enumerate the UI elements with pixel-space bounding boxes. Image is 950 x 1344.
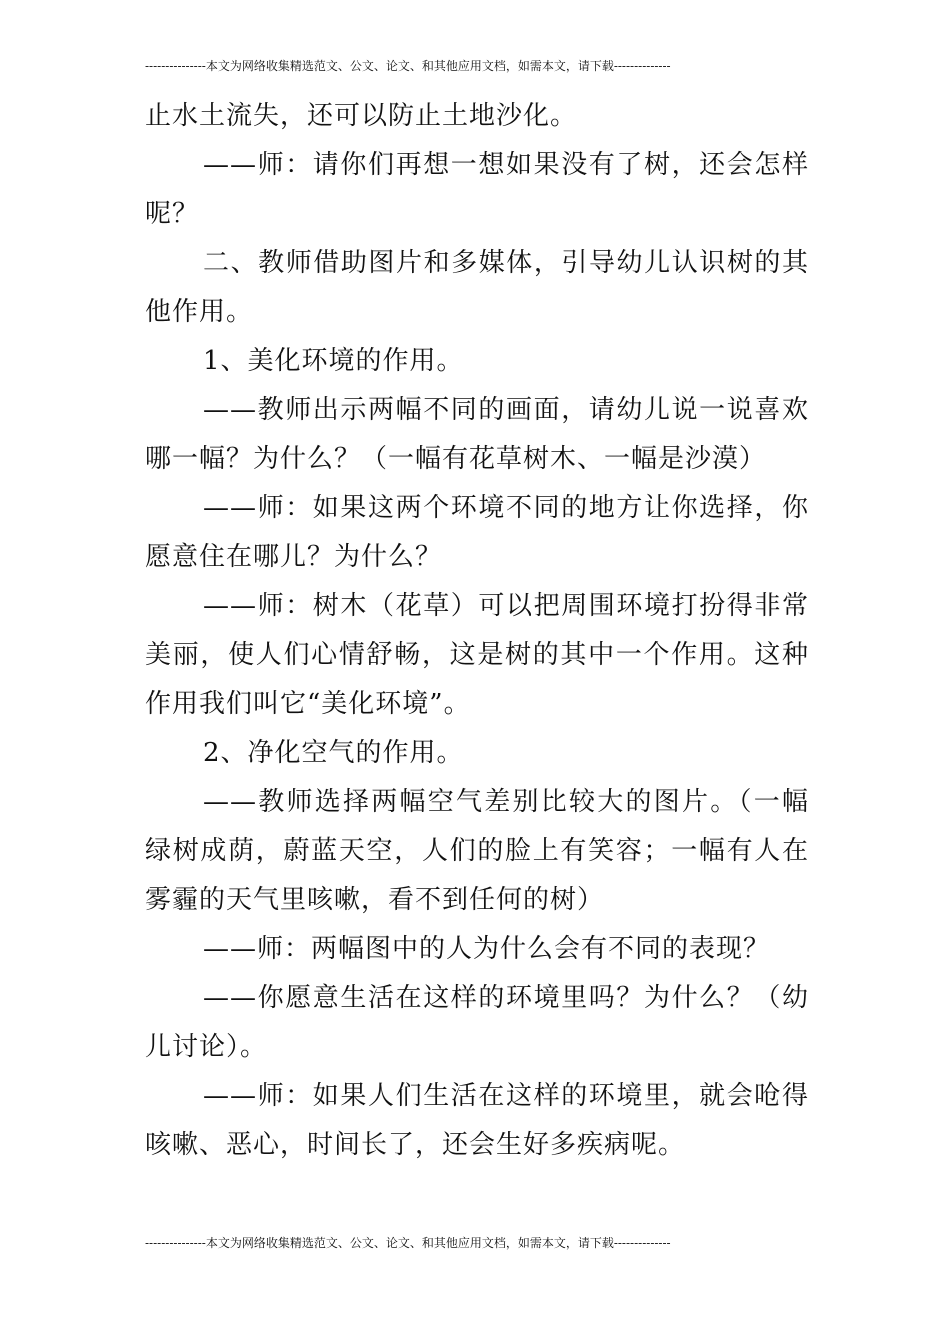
paragraph: ——教师出示两幅不同的画面，请幼儿说一说喜欢哪一幅？为什么？（一幅有花草树木、一幅是沙漠） (145, 395, 809, 474)
paragraph: ——师：如果这两个环境不同的地方让你选择，你愿意住在哪儿？为什么？ (145, 493, 809, 572)
document-body (145, 92, 809, 1170)
header-banner: ---------------本文为网络收集精选范文、公文、论文、和其他应用文档，如需本文，请下载-------------- (145, 59, 671, 73)
footer-banner: ---------------本文为网络收集精选范文、公文、论文、和其他应用文档，如需本文，请下载-------------- (145, 1236, 671, 1250)
paragraph: ——师：两幅图中的人为什么会有不同的表现？ (203, 934, 771, 964)
paragraph: 止水土流失，还可以防止土地沙化。 (145, 101, 578, 131)
section-heading: 二、教师借助图片和多媒体，引导幼儿认识树的其他作用。 (145, 248, 809, 327)
subsection-heading: 1、美化环境的作用。 (203, 346, 464, 376)
paragraph: ——师：请你们再想一想如果没有了树，还会怎样呢？ (145, 150, 809, 229)
paragraph: ——你愿意生活在这样的环境里吗？为什么？（幼儿讨论）。 (145, 983, 809, 1062)
subsection-heading: 2、净化空气的作用。 (203, 738, 464, 768)
paragraph: ——师：如果人们生活在这样的环境里，就会呛得咳嗽、恶心，时间长了，还会生好多疾病呢。 (145, 1081, 809, 1160)
paragraph: ——教师选择两幅空气差别比较大的图片。（一幅绿树成荫，蔚蓝天空，人们的脸上有笑容；一幅有人在雾霾的天气里咳嗽，看不到任何的树） (145, 787, 809, 915)
paragraph: ——师：树木（花草）可以把周围环境打扮得非常美丽，使人们心情舒畅，这是树的其中一个作用。这种作用我们叫它“美化环境”。 (145, 591, 809, 719)
